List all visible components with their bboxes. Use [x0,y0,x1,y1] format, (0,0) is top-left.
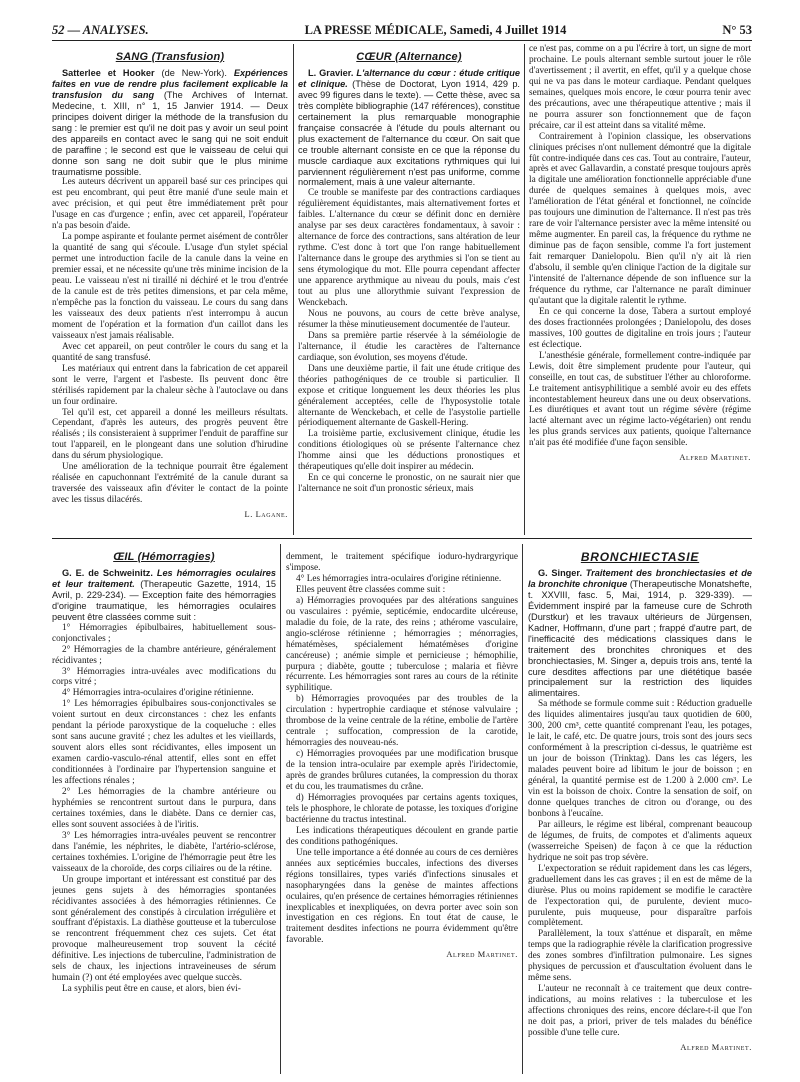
article-oeil [52,552,276,1076]
section-title: SANG (Transfusion) [115,52,225,63]
article-header [528,568,752,699]
signature: Alfred Martinet. [679,453,751,463]
paragraph: Contrairement à l'opinion classique, les observations cliniques précises n'ont nullement démontré que la digitale fût contre-indiquée dans ces cas. Tout au contraire, l'auteur, après et avec Gallavardin, a constaté presque toujours après la digitale une amélioration fonctionnelle appréciable d'une durée de quelques semaines à quelques mois, avec l'amélioration de l'état général et fonctionnel, ne coïncide pas toujours une diminution de l'alternance. Il n'est pas très rare de voir l'alternance persister avec la même intensité ou même augmenter. En pareil cas, la fréquence du rythme ne diminue pas de façon sensible, comme l'a fort justement fait remarquer Danielopolu. Bien qu'il n'y ait là rien d'absolu, il semble qu'en clinique l'action de la digitale sur l'intensité de l'alternance dépende de son influence sur la fréquence du rythme, car l'alternance ne paraît diminuer qu'autant que la digitale ralentit le rythme. [529,131,751,306]
paragraph: En ce qui concerne la dose, Tabera a surtout employé des doses fractionnées prolongées ; Danielopolu, des doses massives, 100 gouttes de digitaline en trois jours ; l'auteur est éclectique. [529,306,751,350]
article-ref: (The Archives of Internat. Medecine, t. XIII, n° 1, 15 Janvier 1914. — Deux principes doivent diriger la méthode de la transfusion du sang : le premier est qu'il ne doit pas y avoir un seul point des appareils en contact avec le sang qui ne soit enduit de paraffine ; le second est que le vaisseau de celui qui donne son sang ne doit subir que le plus minime traumatisme possible. [52,89,288,177]
paragraph: 3° Les hémorragies intra-uvéales peuvent se rencontrer dans l'anémie, les néphrites, le diabète, l'artério-sclérose, certaines toxhémies. L'origine de l'hémorragie peut être les vaisseaux de la choroïde, des corps ciliaires ou de la rétine. [52,830,276,874]
paragraph: a) Hémorragies provoquées par des altérations sanguines ou vasculaires : pyémie, septicémie, endocardite ulcéreuse, maladie du foie, de la rate, des reins ; athérome vasculaire, angio-sclérose rétinienne ; hémorragies ; ménorragies, hématémèses, spécialement hématémèses d'origine cancéreuse) ; anémie simple et pernicieuse ; hémophilie, purpura ; diabète, goutte ; tuberculose ; malaria et fièvre récurrente. Les hémorragies sont rares au cours de la rétinite syphilitique. [286,595,518,694]
author-location: (de New-York). [154,67,227,78]
paragraph: La troisième partie, exclusivement clinique, étudie les conditions étiologiques où se présente l'alternance chez l'homme ainsi que les déductions pronostiques et thérapeutiques qu'elle doit inspirer au médecin. [298,429,520,473]
paragraph: Elles peuvent être classées comme suit : [296,584,446,595]
paragraph: Une amélioration de la technique pourrait être également réalisée en capuchonnant l'extrémité de la canule durant sa traversée des vaisseaux afin d'éviter le contact de la pointe avec les tissus dilacérés. [52,462,288,506]
paragraph: La syphilis peut être en cause, et alors, bien évi- [62,984,241,995]
section-divider [52,538,752,539]
paragraph: c) Hémorragies provoquées par une modification brusque de la tension intra-oculaire par exemple après l'iridectomie, après de grandes brûlures cutanées, la compression du thorax et du cou, les traumatismes du crâne. [286,749,518,793]
paragraph: Ce trouble se manifeste par des contractions cardiaques régulièrement équidistantes, mais alternativement fortes et faibles. L'alternance du cœur se définit donc en dernière analyse par ses deux caractères fondamentaux, à savoir : alternance de force des contractions, sans altération de leur rythme. C'est donc à tort que l'on range habituellement l'alternance dans le groupe des arythmies si l'on se tient au sens étymologique du mot. Elle pourra cependant affecter une apparence arythmique au niveau du pouls, mais c'est tout au plus une allorythmie suivant l'expression de Wenckebach. [298,188,520,308]
author: G. E. de Schweinitz. [62,567,153,578]
paragraph: L'auteur ne reconnaît à ce traitement que deux contre-indications, au moins relatives : la tuberculose et les affections chroniques des reins, encore déclare-t-il que l'on ne doit pas, a priori, priver de tels malades du bénéfice possible d'une telle cure. [528,984,752,1038]
article-header [52,568,276,623]
paragraph: Les matériaux qui entrent dans la fabrication de cet appareil sont le verre, l'argent et l'asbeste. Ils peuvent donc être stérilisés rapidement par la chaleur sèche à l'autoclave ou dans un four ordinaire. [52,363,288,407]
paragraph: ce n'est pas, comme on a pu l'écrire à tort, un signe de mort prochaine. Le pouls alternant semble surtout jouer le rôle d'avertissement ; il avertit, en effet, qu'il y a quelque chose qui ne va pas dans le moteur cardiaque. Pendant quelques semaines, quelques mois encore, le cœur pourra tenir avec des précautions, avec une thérapeutique attentive ; mais il ne pourra assurer son fonctionnement que de façon précaire, car il est atteint dans sa vitalité même. [529,44,751,131]
article-bronchiectasie [528,552,752,1076]
article-coeur-continued [529,44,751,534]
paragraph: d) Hémorragies provoquées par certains agents toxiques, tels le phosphore, le chlorate de potasse, les toxiques d'origine bactérienne du tractus intestinal. [286,792,518,825]
signature: Alfred Martinet. [680,1042,752,1052]
journal-title: LA PRESSE MÉDICALE, Samedi, 4 Juillet 1914 [304,23,567,37]
article-oeil-continued [286,552,518,1076]
paragraph: La pompe aspirante et foulante permet aisément de contrôler la quantité de sang qui s'écoule. L'usage d'un stylet spécial permet une introduction facile de la canule dans la veine en premier essai, et ne nécessite qu'une très minime incision de la peau. Le vaisseau n'est ni tiraillé ni déchiré et le trou d'entrée de la canule est de très petites dimensions, et par cela même, n'empêche pas la fonction du vaisseau. Le cours du sang dans les vaisseaux des deux patients n'est interrompu à aucun moment de l'opération et la formation d'un caillot dans les vaisseaux n'est jamais réalisable. [52,232,288,341]
issue-number: N° 53 [722,23,752,37]
signature: Alfred Martinet. [446,950,518,960]
paragraph: 1° Les hémorragies épibulbaires sous-conjonctivales se voient surtout en deux circonstances : chez les enfants pendant la période paroxystique de la coqueluche : elles sont sans aucune gravité ; chez les adultes et les vieillards, souvent alors elles sont récidivantes, elles imposent un examen cardio-vasculo-rénal attentif, elles sont en effet conditionnées à l'ordinaire par l'hypertension sanguine et les affections rénales ; [52,699,276,787]
page-number-section: 52 — ANALYSES. [52,23,149,37]
paragraph: Un groupe important et intéressant est constitué par des jeunes gens sujets à des hémorragies spontanées récidivantes associées à des hémorragies rétiniennes. Ce sont généralement des constipés à circulation irrégulière et souffrant d'épistaxis. La diathèse goutteuse et la tuberculose se rencontrent fréquemment chez ces sujets. Cet état provoque malheureusement trop souvent la cécité définitive. Les injections de tuberculine, l'administration de sels de chaux, les injections intraveineuses de sérum humain (?) ont été employées avec quelque succès. [52,874,276,984]
article-header [52,68,288,178]
paragraph: Les auteurs décrivent un appareil basé sur ces principes qui est peu encombrant, qui peut être manié d'une seule main et avec précision, et qui peut être immédiatement prêt pour l'usage en cas d'urgence ; enfin, avec cet appareil, l'opérateur n'a pas besoin d'aide. [52,177,288,232]
paragraph: Tel qu'il est, cet appareil a donné les meilleurs résultats. Cependant, d'après les auteurs, des progrès peuvent être réalisés ; ils consisteraient à supprimer l'enduit de paraffine sur tout l'appareil, en le plongeant dans une solution d'hirudine dans du sérum physiologique. [52,407,288,462]
paragraph: Les indications thérapeutiques découlent en grande partie des conditions pathogéniques. [286,825,518,847]
author: L. Gravier. [308,67,354,78]
article-ref: (Thèse de Doctorat, Lyon 1914, 429 p. avec 99 figures dans le texte). — Cette thèse, avec sa très complète bibliographie (147 références), constitue certainement la plus remarquable monographie française consacrée à l'étude du pouls alternant ou plus exactement de l'alternance du cœur. On sait que ce trouble alternant consiste en ce que la réponse du muscle cardiaque aux excitations rythmiques qui lui parviennent régulièrement n'est pas uniforme, comme normalement, mais à une valeur alternante. [298,78,520,188]
article-header [298,68,520,188]
paragraph: Sa méthode se formule comme suit : Réduction graduelle des liquides alimentaires jusqu'au taux quotidien de 600, 300, 200 cm³, cette quantité comprenant l'eau, les potages, le lait, le café, etc. De quatre jours, trois sont des jours secs conformément à la prescription ci-dessus, le quatrième est un jour de boisson (Trinktag). Dans les cas légers, les malades peuvent boire ad libitum le jour de boisson ; en général, la quantité permise est de 1.200 à 2.000 cm³. Le vin est la boisson de choix. Contre la sensation de soif, on donne quelques tranches de citron ou d'orange, ou des bonbons à l'eucaïne. [528,699,752,819]
section-title: ŒIL (Hémorragies) [113,552,215,563]
paragraph: demment, le traitement spécifique ioduro-hydrargyrique s'impose. [286,552,518,573]
paragraph: L'anesthésie générale, formellement contre-indiquée par Lewis, doit être simplement prudente pour l'auteur, qui conseille, en tout cas, de substituer l'éther au chloroforme. Le traitement antisyphilitique a semblé avoir eu des effets incontestablement heureux dans une ou deux observations. Les diurétiques et avant tout un régime sévère (régime lacté alternant avec un régime lacto-végétarien) ont rendu les plus grands services aux patients, quoique l'alternance n'ait pas été modifiée d'une façon sensible. [529,350,751,449]
paragraph: Parallèlement, la toux s'atténue et disparaît, en même temps que la radiographie révèle la clarification progressive des zones sombres d'infiltration pulmonaire. Les signes physiques de percussion et d'auscultation évoluent dans le même sens. [528,929,752,984]
paragraph: b) Hémorragies provoquées par des troubles de la circulation : hypertrophie cardiaque et sténose valvulaire ; thrombose de la veine centrale de la rétine, embolie de l'artère centrale ; suffocation, compression de la carotide, hémorragies des nouveau-nés. [286,694,518,749]
article-coeur [298,52,520,534]
paragraph: 4° Les hémorragies intra-oculaires d'origine rétinienne. [296,573,502,584]
author: G. Singer. [538,567,583,578]
article-ref: (Therapeutic Gazette, 1914, 15 Avril, p. 229-234). — Exception faite des hémorragies d'origine traumatique, les hémorragies oculaires peuvent être classées comme suit : [52,578,276,622]
paragraph: En ce qui concerne le pronostic, on ne saurait nier que l'alternance ne soit d'un pronostic sérieux, mais [298,473,520,495]
article-sang [52,52,288,534]
column-rule [280,544,281,1074]
paragraph: 3° Hémorragies intra-uvéales avec modifications du corps vitré ; [52,666,276,688]
article-title: L'alternance du cœur : étude critique et clinique. [298,67,520,89]
column-rule [293,44,294,535]
section-title: BRONCHIECTASIE [580,552,700,564]
paragraph: 2° Hémorragies de la chambre antérieure, généralement récidivantes ; [52,644,276,666]
column-rule [524,44,525,535]
article-title: Les hémorragies oculaires et leur traitement. [52,567,276,589]
paragraph: Dans une deuxième partie, il fait une étude critique des théories pathogéniques de ce trouble si particulier. Il expose et critique longuement les deux théories les plus généralement acceptées, celle de l'hyposystolie totale alternante de Wenckebach, et celle de l'asystolie partielle périodiquement alternante de Gaskell-Hering. [298,363,520,429]
author: Satterlee et Hooker [62,67,155,78]
paragraph: 4° Hémorragies intra-oculaires d'origine rétinienne. [62,688,254,699]
column-rule [522,544,523,1074]
paragraph: Dans sa première partie réservée à la séméiologie de l'alternance, il étudie les caractères de l'alternance cardiaque, son évolution, ses moyens d'étude. [298,330,520,363]
paragraph: Nous ne pouvons, au cours de cette brève analyse, résumer la thèse minutieusement documentée de l'auteur. [298,308,520,330]
article-ref: (Therapeutische Monatshefte, t. XXVIII, fasc. 5, Mai, 1914, p. 329-339). — Évidemment inspiré par la fameuse cure de Schroth (Durstkur) et les travaux ultérieurs de Jürgensen, Kadner, Hoffmann, d'une part ; frappé d'autre part, de l'inefficacité des médications classiques dans le traitement des bronchites chroniques et des bronchiectasies, M. Singer a, depuis trois ans, tenté la cure desdites affections par une diététique basée principalement sur la restriction des liquides alimentaires. [528,578,752,699]
section-title: CŒUR (Alternance) [356,52,462,63]
article-title: Expériences faites en vue de rendre plus facilement explicable la transfusion du sang [52,67,288,100]
paragraph: L'expectoration se réduit rapidement dans les cas légers, graduellement dans les cas graves ; il en est de même de la diurèse. Plus ou moins rapidement se modifie le caractère de l'expectoration qui, de purulente, devient muco-purulente, puis muqueuse, pour disparaître parfois complètement. [528,863,752,929]
paragraph: Une telle importance a été donnée au cours de ces dernières années aux septicémies buccales, infections des diverses régions tonsillaires, types variés d'infections sinusales et nasopharyngées dans la genèse de maintes affections oculaires, qu'en présence de certaines hémorragies rétiniennes inexplicables et inexpliquées, on devra porter avec soin son investigation en ces régions. En tout état de cause, le traitement desdites infections ne pourra évidemment qu'être favorable. [286,847,518,946]
signature: L. Lagane. [244,510,288,520]
paragraph: Avec cet appareil, on peut contrôler le cours du sang et la quantité de sang transfusé. [52,341,288,363]
paragraph: 2° Les hémorragies de la chambre antérieure ou hyphémies se rencontrent surtout dans le purpura, dans certaines toxémies, dans le diabète. Dans ce dernier cas, elles sont souvent associées à de l'iritis. [52,787,276,830]
article-title: Traitement des bronchiectasies et de la bronchite chronique [528,567,752,589]
paragraph: Par ailleurs, le régime est libéral, comprenant beaucoup de légumes, de fruits, de compotes et d'aliments aqueux (wasserreiche Speisen) de façon à ce que la réduction hydrique ne soit pas trop sévère. [528,819,752,863]
paragraph: 1° Hémorragies épibulbaires, habituellement sous-conjonctivales ; [52,622,276,644]
page-header [52,18,752,41]
